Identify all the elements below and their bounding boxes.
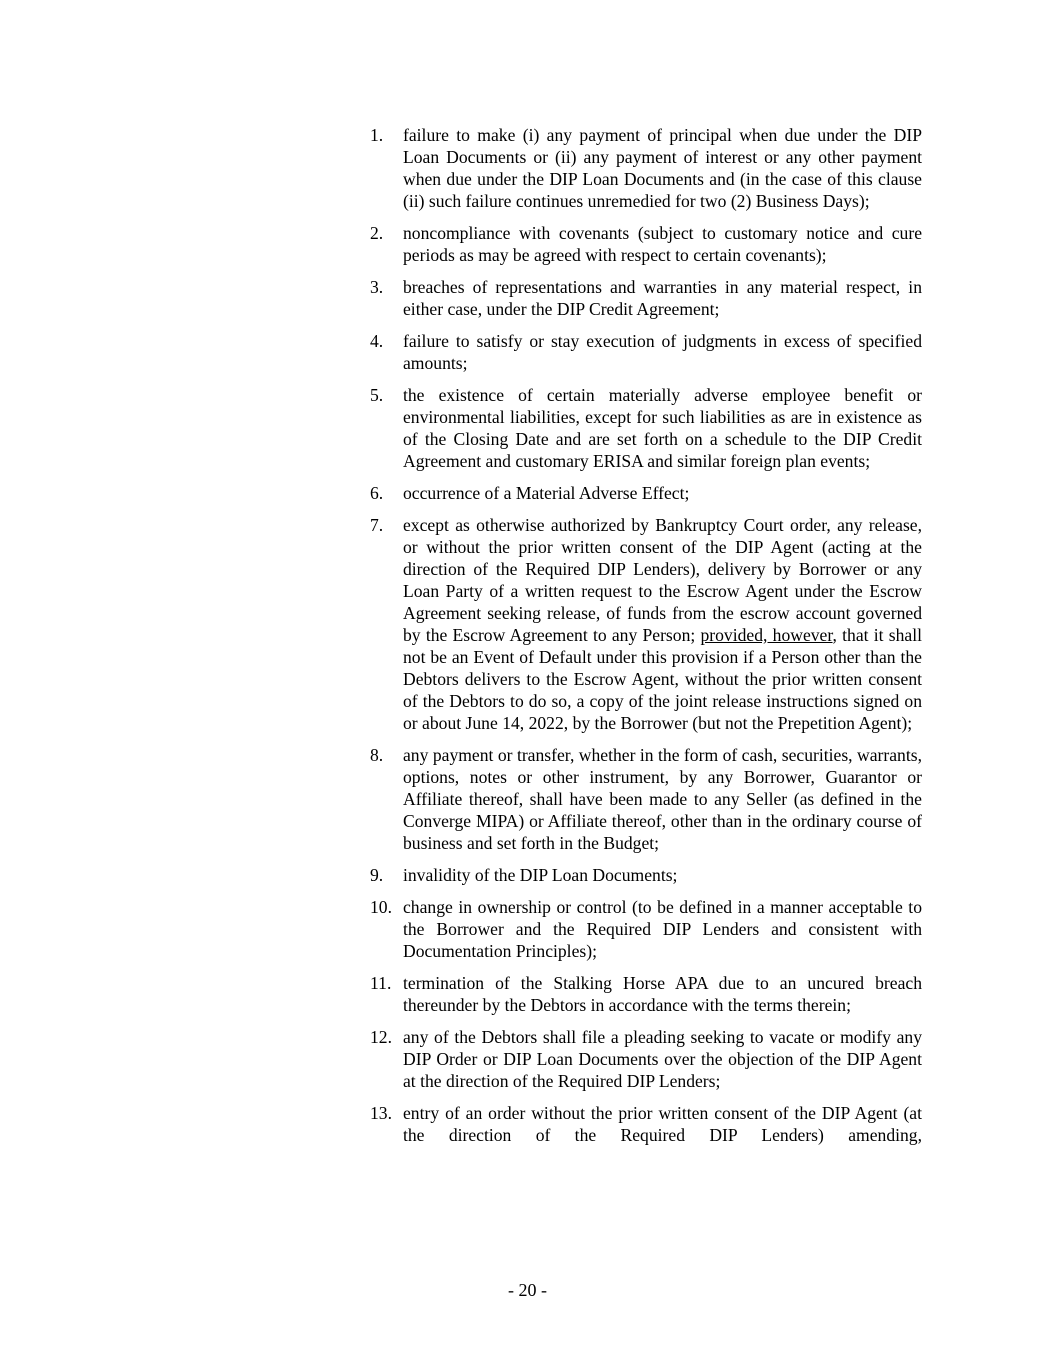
item-number: 10. (370, 897, 392, 917)
item-text: noncompliance with covenants (subject to customary notice and cure periods as may be agreed with respect to certain covenants); (403, 223, 922, 265)
item-text (403, 514, 922, 734)
item-text: occurrence of a Material Adverse Effect; (403, 483, 690, 503)
list-item (370, 896, 922, 962)
item-number: 9. (370, 865, 384, 885)
item-number: 7. (370, 515, 384, 535)
item-number: 6. (370, 483, 384, 503)
list-item (370, 482, 922, 504)
list-item (370, 744, 922, 854)
item-text: termination of the Stalking Horse APA due to an uncured breach thereunder by the Debtors in accordance with the terms therein; (403, 973, 922, 1015)
list-item (370, 124, 922, 212)
list-item (370, 276, 922, 320)
item-text: entry of an order without the prior written consent of the DIP Agent (at the direction of the Required DIP Lenders) amending, (403, 1103, 922, 1145)
item-text: failure to make (i) any payment of principal when due under the DIP Loan Documents or (ii) any payment of interest or any other payment when due under the DIP Loan Documents and (in the case of this clause (ii) such failure continues unremedied for two (2) Business Days); (403, 125, 922, 211)
events-of-default-list (370, 124, 922, 1156)
item-number: 12. (370, 1027, 392, 1047)
item-number: 13. (370, 1103, 392, 1123)
item-number: 3. (370, 277, 384, 297)
item-text: any of the Debtors shall file a pleading seeking to vacate or modify any DIP Order or DIP Loan Documents over the objection of the DIP Agent at the direction of the Required DIP Lenders; (403, 1027, 922, 1091)
item-text: failure to satisfy or stay execution of judgments in excess of specified amounts; (403, 331, 922, 373)
list-item (370, 972, 922, 1016)
list-item (370, 514, 922, 734)
list-item (370, 384, 922, 472)
item-text: change in ownership or control (to be defined in a manner acceptable to the Borrower and the Required DIP Lenders and consistent with Documentation Principles); (403, 897, 922, 961)
item-text: breaches of representations and warranties in any material respect, in either case, under the DIP Credit Agreement; (403, 277, 922, 319)
item-number: 2. (370, 223, 384, 243)
item-text: any payment or transfer, whether in the form of cash, securities, warrants, options, notes or other instrument, by any Borrower, Guarantor or Affiliate thereof, shall have been made to any Seller (as defined in the Converge MIPA) or Affiliate thereof, other than in the ordinary course of business and set forth in the Budget; (403, 745, 922, 853)
item-text-post: , that it shall not be an Event of Default under this provision if a Person other than the Debtors delivers to the Escrow Agent, without the prior written consent of the Debtors to do so, a copy of the joint release instructions signed on or about June 14, 2022, by the Borrower (but not the Prepetition Agent); (403, 625, 922, 733)
item-number: 11. (370, 973, 392, 993)
item-number: 5. (370, 385, 384, 405)
list-item (370, 1026, 922, 1092)
item-text-pre: except as otherwise authorized by Bankruptcy Court order, any release, or without the prior written consent of the DIP Agent (acting at the direction of the Required DIP Lenders), delivery by Borrower or any Loan Party of a written request to the Escrow Agent under the Escrow Agreement seeking release, of funds from the escrow account governed by the Escrow Agreement to any Person; (403, 515, 922, 645)
item-text: invalidity of the DIP Loan Documents; (403, 865, 678, 885)
list-item (370, 1102, 922, 1146)
item-text: the existence of certain materially adverse employee benefit or environmental liabilities, except for such liabilities as are in existence as of the Closing Date and are set forth on a schedule to the DIP Credit Agreement and customary ERISA and similar foreign plan events; (403, 385, 922, 471)
item-number: 4. (370, 331, 384, 351)
underlined-proviso: provided, however (700, 625, 833, 645)
list-item (370, 222, 922, 266)
list-item (370, 330, 922, 374)
item-number: 1. (370, 125, 384, 145)
page-number: - 20 - (508, 1280, 547, 1300)
item-number: 8. (370, 745, 384, 765)
list-item (370, 864, 922, 886)
